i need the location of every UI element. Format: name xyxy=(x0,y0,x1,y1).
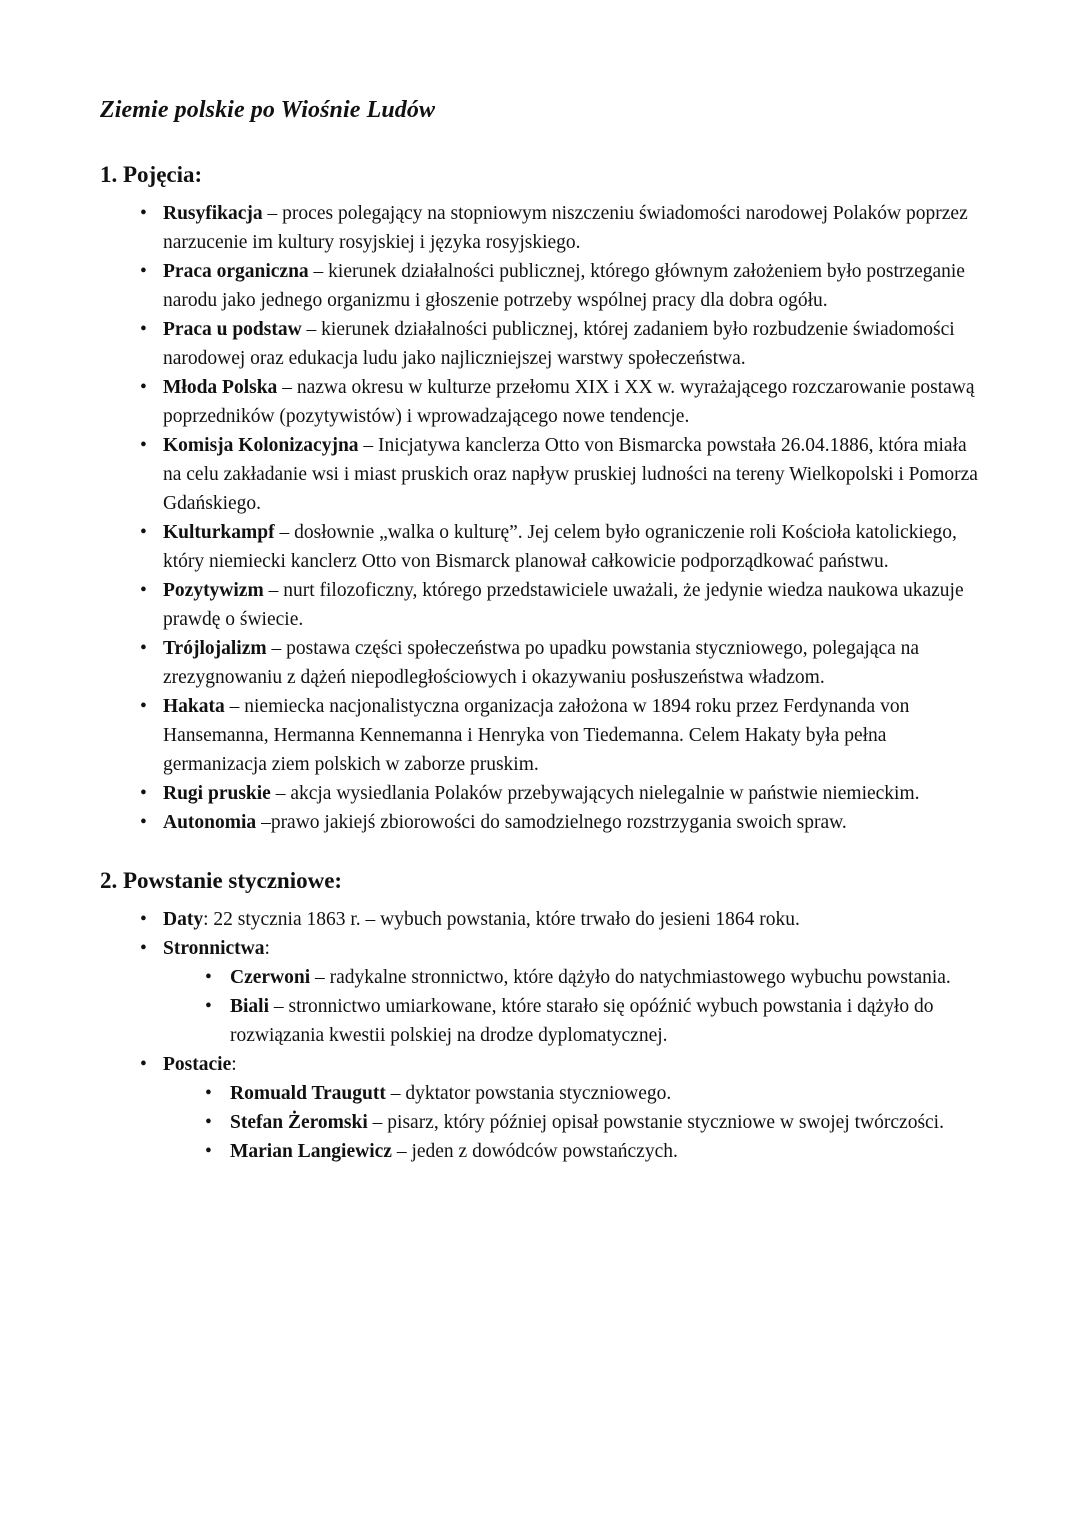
bullet-icon: • xyxy=(140,261,147,282)
section-heading: 2. Powstanie styczniowe: xyxy=(100,868,343,893)
list-item xyxy=(100,808,980,837)
bullet-icon: • xyxy=(140,522,147,543)
list-item-text xyxy=(230,963,980,992)
bullet-icon: • xyxy=(140,909,147,930)
bullet-icon: • xyxy=(140,783,147,804)
term-mloda-polska: Młoda Polska xyxy=(163,377,278,398)
term-postacie: Postacie xyxy=(163,1054,232,1075)
bullet-icon: • xyxy=(140,580,147,601)
list-item xyxy=(100,431,980,518)
list-item-text xyxy=(163,808,978,837)
term-definition: : xyxy=(231,1054,237,1075)
bullet-icon: • xyxy=(205,1112,212,1133)
bullet-icon: • xyxy=(140,319,147,340)
term-stefan-zeromski: Stefan Żeromski xyxy=(230,1112,368,1133)
term-definition: – akcja wysiedlania Polaków przebywających nielegalnie w państwie niemieckim. xyxy=(270,783,920,804)
term-definition: – stronnictwo umiarkowane, które starało się opóźnić wybuch powstania i dążyło do rozwiązania kwestii polskiej na drodze dyplomatycznej. xyxy=(230,996,934,1046)
list-item-text xyxy=(163,576,978,634)
bullet-icon: • xyxy=(140,377,147,398)
sub-list-item xyxy=(163,992,980,1050)
term-daty: Daty xyxy=(163,909,204,930)
list-item-text xyxy=(163,934,978,963)
list-item-text xyxy=(163,373,978,431)
bullet-icon: • xyxy=(140,1054,147,1075)
bullet-icon: • xyxy=(140,203,147,224)
bullet-icon: • xyxy=(205,1141,212,1162)
term-definition: – dosłownie „walka o kulturę”. Jej celem było ograniczenie roli Kościoła katolickiego, który niemiecki kanclerz Otto von Bismarck planował całkowicie podporządkować państwu. xyxy=(163,522,957,572)
list-item-text xyxy=(163,518,978,576)
bullet-icon: • xyxy=(140,696,147,717)
term-definition: – radykalne stronnictwo, które dążyło do natychmiastowego wybuchu powstania. xyxy=(310,967,951,988)
list-item xyxy=(100,257,980,315)
section-heading: 1. Pojęcia: xyxy=(100,162,203,187)
sections-container xyxy=(100,161,980,1166)
list-item xyxy=(100,934,980,1050)
term-romuald-traugutt: Romuald Traugutt xyxy=(230,1083,386,1104)
term-definition: : 22 stycznia 1863 r. – wybuch powstania, które trwało do jesieni 1864 roku. xyxy=(203,909,800,930)
term-biali: Biali xyxy=(230,996,270,1017)
sub-list-item xyxy=(163,963,980,992)
page-title: Ziemie polskie po Wiośnie Ludów xyxy=(100,97,436,123)
list-item xyxy=(100,373,980,431)
term-definition: : xyxy=(264,938,270,959)
list-item xyxy=(100,634,980,692)
term-definition: – kierunek działalności publicznej, której zadaniem było rozbudzenie świadomości narodowej oraz edukacja ludu jako najliczniejszej warstwy społeczeństwa. xyxy=(163,319,955,369)
term-definition: – kierunek działalności publicznej, którego głównym założeniem było postrzeganie narodu jako jednego organizmu i głoszenie potrzeby wspólnej pracy dla dobra ogółu. xyxy=(163,261,965,311)
bullet-list xyxy=(100,199,980,837)
list-item-text xyxy=(230,992,980,1050)
bullet-icon: • xyxy=(140,638,147,659)
bullet-icon: • xyxy=(205,1083,212,1104)
list-item xyxy=(100,199,980,257)
term-rusyfikacja: Rusyfikacja xyxy=(163,203,263,224)
sub-list-item xyxy=(163,1108,980,1137)
list-item xyxy=(100,315,980,373)
term-definition: –prawo jakiejś zbiorowości do samodzielnego rozstrzygania swoich spraw. xyxy=(256,812,847,833)
term-hakata: Hakata xyxy=(163,696,225,717)
list-item-text xyxy=(163,634,978,692)
bullet-icon: • xyxy=(140,812,147,833)
term-autonomia: Autonomia xyxy=(163,812,257,833)
bullet-icon: • xyxy=(205,967,212,988)
list-item-text xyxy=(230,1079,980,1108)
sub-list xyxy=(163,1079,980,1166)
list-item xyxy=(100,905,980,934)
term-trojlojalizm: Trójlojalizm xyxy=(163,638,267,659)
list-item-text xyxy=(163,315,978,373)
list-item xyxy=(100,518,980,576)
term-definition: – pisarz, który później opisał powstanie styczniowe w swojej twórczości. xyxy=(367,1112,944,1133)
list-item-text xyxy=(163,257,978,315)
list-item-text xyxy=(163,431,978,518)
bullet-icon: • xyxy=(140,938,147,959)
list-item-text xyxy=(163,779,978,808)
list-item-text xyxy=(163,199,978,257)
sub-list-item xyxy=(163,1079,980,1108)
term-praca-u-podstaw: Praca u podstaw xyxy=(163,319,302,340)
term-definition: – jeden z dowódców powstańczych. xyxy=(391,1141,678,1162)
bullet-icon: • xyxy=(205,996,212,1017)
term-stronnictwa: Stronnictwa xyxy=(163,938,265,959)
term-definition: – nurt filozoficzny, którego przedstawiciele uważali, że jedynie wiedza naukowa ukazuje prawdę o świecie. xyxy=(163,580,964,630)
list-item xyxy=(100,576,980,634)
section-1-pojecia xyxy=(100,161,980,837)
section-2-powstanie-styczniowe xyxy=(100,867,980,1166)
list-item-text xyxy=(230,1108,980,1137)
list-item xyxy=(100,1050,980,1166)
term-komisja-kolonizacyjna: Komisja Kolonizacyjna xyxy=(163,435,359,456)
term-czerwoni: Czerwoni xyxy=(230,967,311,988)
term-definition: – proces polegający na stopniowym niszczeniu świadomości narodowej Polaków poprzez narzucenie im kultury rosyjskiej i języka rosyjskiego. xyxy=(163,203,968,253)
term-praca-organiczna: Praca organiczna xyxy=(163,261,309,282)
list-item-text xyxy=(163,905,978,934)
list-item-text xyxy=(230,1137,980,1166)
bullet-list xyxy=(100,905,980,1166)
list-item xyxy=(100,692,980,779)
term-pozytywizm: Pozytywizm xyxy=(163,580,264,601)
term-definition: – dyktator powstania styczniowego. xyxy=(385,1083,672,1104)
sub-list-item xyxy=(163,1137,980,1166)
term-definition: – postawa części społeczeństwa po upadku powstania styczniowego, polegająca na zrezygnowaniu z dążeń niepodległościowych i okazywaniu posłuszeństwa władzom. xyxy=(163,638,920,688)
term-definition: – Inicjatywa kanclerza Otto von Bismarcka powstała 26.04.1886, która miała na celu zakładanie wsi i miast pruskich oraz napływ pruskiej ludności na tereny Wielkopolski i Pomorza Gdańskiego. xyxy=(163,435,978,514)
term-definition: – nazwa okresu w kulturze przełomu XIX i XX w. wyrażającego rozczarowanie postawą poprzedników (pozytywistów) i wprowadzającego nowe tendencje. xyxy=(163,377,975,427)
sub-list xyxy=(163,963,980,1050)
term-marian-langiewicz: Marian Langiewicz xyxy=(230,1141,392,1162)
list-item xyxy=(100,779,980,808)
term-definition: – niemiecka nacjonalistyczna organizacja założona w 1894 roku przez Ferdynanda von Hansemanna, Hermanna Kennemanna i Henryka von Tiedemanna. Celem Hakaty była pełna germanizacja ziem polskich w zaborze pruskim. xyxy=(163,696,910,775)
term-rugi-pruskie: Rugi pruskie xyxy=(163,783,271,804)
term-kulturkampf: Kulturkampf xyxy=(163,522,275,543)
list-item-text xyxy=(163,1050,978,1079)
list-item-text xyxy=(163,692,978,779)
bullet-icon: • xyxy=(140,435,147,456)
